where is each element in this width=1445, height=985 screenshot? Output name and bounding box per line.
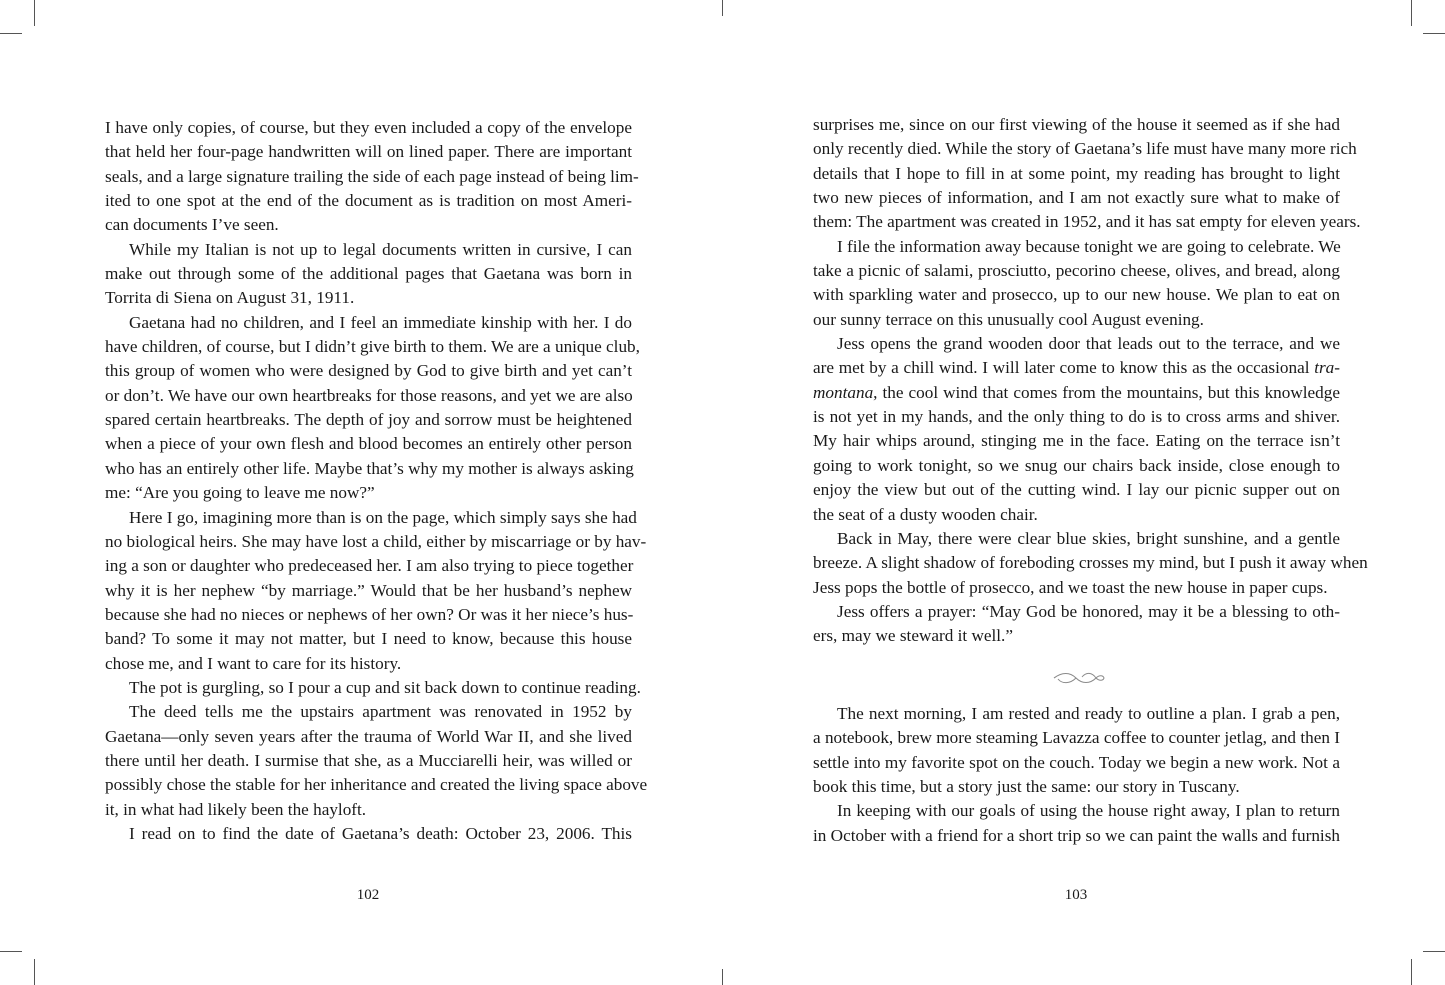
text-line: Jess pops the bottle of prosecco, and we toast the new house in paper cups. — [813, 577, 1328, 597]
text-line: settle into my favorite spot on the couch. Today we begin a new work. Not a — [813, 752, 1340, 772]
text-line: The deed tells me the upstairs apartment was renovated in 1952 by — [129, 702, 632, 722]
flourish-icon — [1052, 669, 1106, 687]
text-line: no biological heirs. She may have lost a child, either by miscarriage or by hav- — [105, 531, 647, 551]
page-number: 103 — [1064, 887, 1088, 903]
text-line: In keeping with our goals of using the house right away, I plan to return — [837, 801, 1340, 821]
text-line: is not yet in my hands, and the only thing to do is to cross arms and shiver. — [813, 407, 1340, 427]
text-line: can documents I’ve seen. — [105, 215, 279, 235]
text-line: band? To some it may not matter, but I need to know, because this house — [105, 629, 632, 649]
text-line: it, in what had likely been the hayloft. — [105, 799, 367, 819]
text-line: going to work tonight, so we snug our chairs back inside, close enough to — [813, 455, 1340, 475]
crop-mark — [1411, 0, 1412, 26]
text-line: enjoy the view but out of the cutting wind. I lay our picnic supper out on — [813, 480, 1340, 500]
text-line: them: The apartment was created in 1952, and it has sat empty for eleven years. — [813, 212, 1361, 232]
text-line: the seat of a dusty wooden chair. — [813, 504, 1038, 524]
text-line: with sparkling water and prosecco, up to our new house. We plan to eat on — [813, 285, 1340, 305]
text-line: chose me, and I want to care for its history. — [105, 653, 402, 673]
text-line: make out through some of the additional pages that Gaetana was born in — [105, 264, 632, 284]
text-line: because she had no nieces or nephews of her own? Or was it her niece’s hus- — [105, 604, 634, 624]
text-line: ers, may we steward it well.” — [813, 626, 1013, 646]
crop-mark — [34, 959, 35, 985]
italic-term: montana — [813, 382, 874, 402]
text-line: Jess offers a prayer: “May God be honored, may it be a blessing to oth- — [837, 601, 1340, 621]
text-line: only recently died. While the story of Gaetana’s life must have many more rich — [813, 139, 1357, 159]
text-line: a notebook, brew more steaming Lavazza coffee to counter jetlag, and then I — [813, 728, 1340, 748]
crop-mark — [1423, 951, 1445, 952]
left-page-body — [105, 116, 648, 846]
text-line: Torrita di Siena on August 31, 1911. — [105, 288, 355, 308]
text-line: I read on to find the date of Gaetana’s death: October 23, 2006. This — [129, 823, 632, 843]
text-line: Jess opens the grand wooden door that leads out to the terrace, and we — [837, 334, 1340, 354]
text-line: surprises me, since on our first viewing of the house it seemed as if she had — [813, 115, 1340, 134]
text-line: our sunny terrace on this unusually cool August evening. — [813, 309, 1204, 329]
text-line: Back in May, there were clear blue skies, bright sunshine, and a gentle — [837, 528, 1340, 548]
right-page-body-continued — [813, 702, 1340, 848]
crop-mark — [1423, 33, 1445, 34]
text-line: Gaetana had no children, and I feel an immediate kinship with her. I do — [129, 312, 632, 332]
text-line: seals, and a large signature trailing the side of each page instead of being lim- — [105, 166, 639, 186]
text-line: are met by a chill wind. I will later come to know this as the occasional tra- — [813, 358, 1340, 378]
text-line: there until her death. I surmise that she, as a Mucciarelli heir, was willed or — [105, 750, 632, 770]
text-line: in October with a friend for a short trip so we can paint the walls and furnish — [813, 825, 1340, 845]
crop-mark — [722, 969, 723, 985]
text-line: The next morning, I am rested and ready to outline a plan. I grab a pen, — [837, 704, 1340, 723]
text-line: have children, of course, but I didn’t give birth to them. We are a unique club, — [105, 337, 640, 357]
text-line: breeze. A slight shadow of foreboding crosses my mind, but I push it away when — [813, 553, 1368, 573]
text-line: possibly chose the stable for her inheritance and created the living space above — [105, 775, 648, 795]
text-line: details that I hope to fill in at some point, my reading has brought to light — [813, 163, 1340, 183]
text-line: take a picnic of salami, prosciutto, pecorino cheese, olives, and bread, along — [813, 261, 1340, 281]
text-line: book this time, but a story just the same: our story in Tuscany. — [813, 777, 1240, 797]
text-line: or don’t. We have our own heartbreaks for those reasons, and yet we are also — [105, 385, 633, 405]
text-line: The pot is gurgling, so I pour a cup and sit back down to continue reading. — [129, 677, 641, 697]
text-line: I have only copies, of course, but they even included a copy of the envelope — [105, 118, 632, 137]
text-line: spared certain heartbreaks. The depth of joy and sorrow must be heightened — [105, 410, 632, 430]
crop-mark — [722, 0, 723, 16]
crop-mark — [0, 951, 22, 952]
text-line: montana, the cool wind that comes from the mountains, but this knowledge — [813, 382, 1340, 402]
text-line: Gaetana—only seven years after the trauma of World War II, and she lived — [105, 726, 632, 746]
text-line: ing a son or daughter who predeceased her. I am also trying to piece together — [105, 556, 634, 576]
text-line: My hair whips around, stinging me in the face. Eating on the terrace isn’t — [813, 431, 1340, 451]
text-line: why it is her nephew “by marriage.” Would that be her husband’s nephew — [105, 580, 632, 600]
text-line: While my Italian is not up to legal documents written in cursive, I can — [129, 239, 632, 259]
crop-mark — [1411, 959, 1412, 985]
crop-mark — [0, 33, 22, 34]
text-line: who has an entirely other life. Maybe that’s why my mother is always asking — [105, 458, 634, 478]
text-line: when a piece of your own flesh and blood becomes an entirely other person — [105, 434, 632, 454]
text-line: me: “Are you going to leave me now?” — [105, 483, 375, 503]
text-line: Here I go, imagining more than is on the page, which simply says she had — [129, 507, 637, 527]
right-page-body — [813, 113, 1368, 649]
text-line: ited to one spot at the end of the document as is tradition on most Ameri- — [105, 191, 632, 211]
text-line: this group of women who were designed by God to give birth and yet can’t — [105, 361, 632, 381]
italic-term: tra- — [1314, 358, 1340, 378]
crop-mark — [34, 0, 35, 26]
page-number: 102 — [356, 887, 380, 903]
text-line: two new pieces of information, and I am not exactly sure what to make of — [813, 188, 1340, 208]
text-line: I file the information away because tonight we are going to celebrate. We — [837, 236, 1341, 256]
text-line: that held her four-page handwritten will on lined paper. There are important — [105, 142, 632, 162]
